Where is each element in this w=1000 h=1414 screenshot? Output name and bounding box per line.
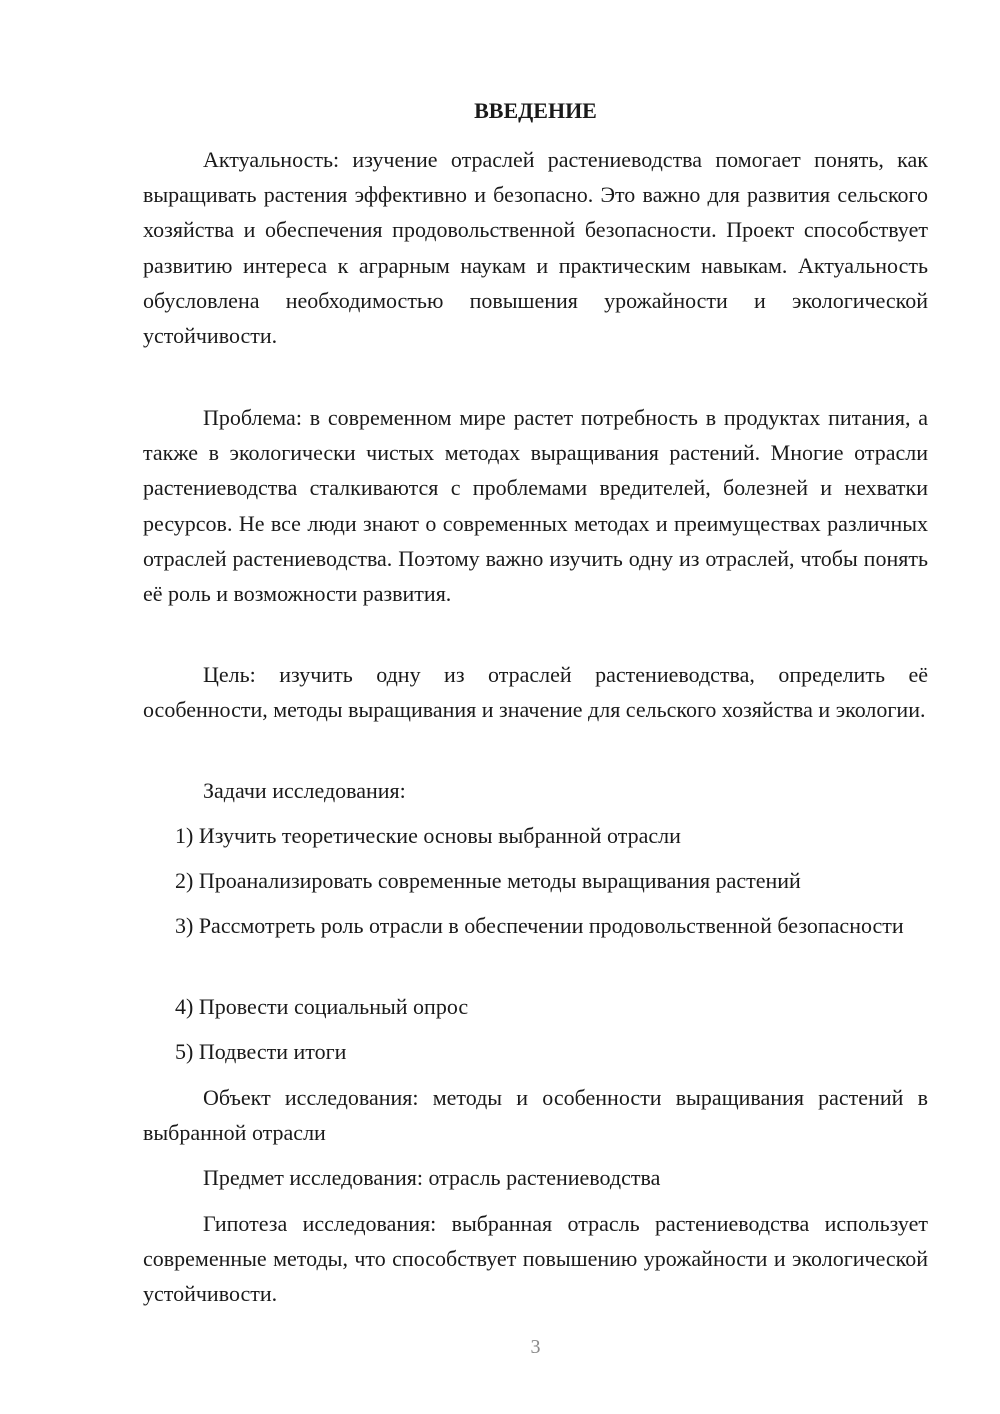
paragraph-relevance: Актуальность: изучение отраслей растениеводства помогает понять, как выращивать растения эффективно и безопасно. Это важно для развития сельского хозяйства и обеспечения продовольственной безопасности. Проект способствует развитию интереса к аграрным наукам и практическим навыкам. Актуальность обусловлена необходимостью повышения урожайности и экологической устойчивости. xyxy=(143,147,928,349)
task-item-4: 4) Провести социальный опрос xyxy=(175,994,469,1019)
paragraph-problem: Проблема: в современном мире растет потребность в продуктах питания, а также в экологически чистых методах выращивания растений. Многие отрасли растениеводства сталкиваются с проблемами вредителей, болезней и нехватки ресурсов. Не все люди знают о современных методах и преимуществах различных отраслей растениеводства. Поэтому важно изучить одну из отраслей, чтобы понять её роль и возможности развития. xyxy=(143,405,928,607)
paragraph-tasks-heading: Задачи исследования: xyxy=(203,778,406,803)
paragraph-subject: Предмет исследования: отрасль растениеводства xyxy=(203,1165,661,1190)
paragraph-object: Объект исследования: методы и особенности выращивания растений в выбранной отрасли xyxy=(143,1085,928,1146)
page-title: ВВЕДЕНИЕ xyxy=(474,98,597,123)
task-item-1: 1) Изучить теоретические основы выбранной отрасли xyxy=(175,823,681,848)
paragraph-hypothesis: Гипотеза исследования: выбранная отрасль растениеводства использует современные методы, что способствует повышению урожайности и экологической устойчивости. xyxy=(143,1211,928,1307)
task-item-2: 2) Проанализировать современные методы выращивания растений xyxy=(175,868,801,893)
page-number: 3 xyxy=(530,1336,541,1358)
task-item-5: 5) Подвести итоги xyxy=(175,1039,347,1064)
paragraph-goal: Цель: изучить одну из отраслей растениеводства, определить её особенности, методы выращивания и значение для сельского хозяйства и экологии. xyxy=(143,662,928,723)
task-item-3: 3) Рассмотреть роль отрасли в обеспечении продовольственной безопасности xyxy=(175,913,904,938)
document-page xyxy=(143,0,928,1414)
